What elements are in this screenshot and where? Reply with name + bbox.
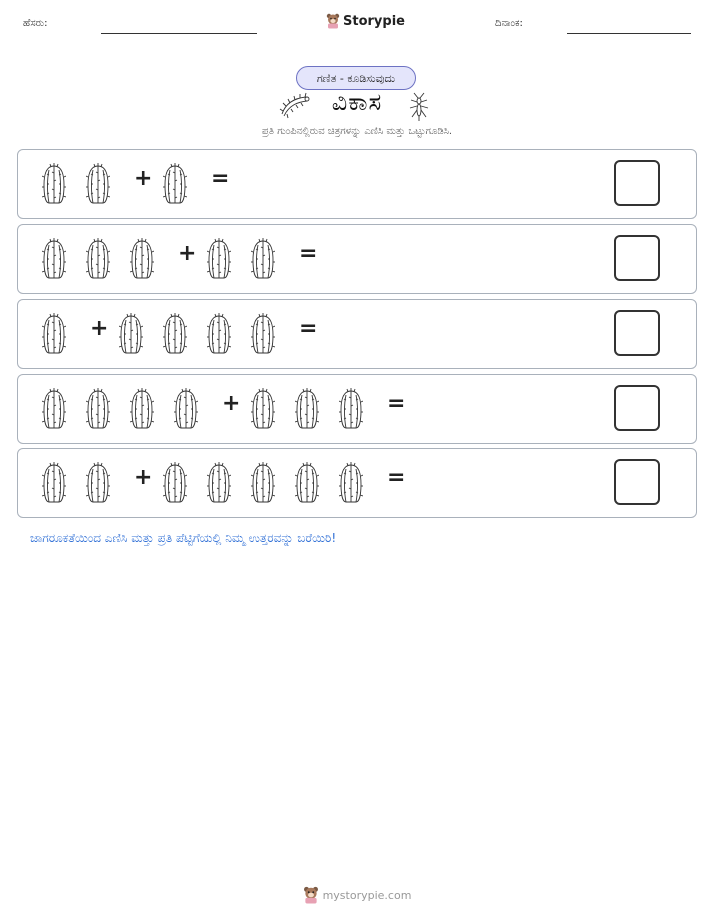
insect-icon <box>408 92 430 122</box>
bear-mascot-icon <box>303 886 319 904</box>
plus-sign: + <box>178 241 197 266</box>
problem-row <box>17 224 697 294</box>
brand-name: Storypie <box>343 13 405 29</box>
cactus-icon <box>42 313 66 355</box>
problem-row <box>17 149 697 219</box>
answer-box[interactable] <box>614 160 660 206</box>
equals-sign: = <box>299 316 318 341</box>
cactus-icon <box>130 238 154 280</box>
cactus-icon <box>339 462 363 504</box>
answer-box[interactable] <box>614 459 660 505</box>
cactus-icon <box>251 388 275 430</box>
cactus-icon <box>207 238 231 280</box>
footer <box>0 886 714 904</box>
page-title: ವಿಕಾಸ <box>331 88 383 116</box>
plus-sign: + <box>134 166 153 191</box>
cactus-icon <box>163 313 187 355</box>
cactus-icon <box>295 462 319 504</box>
cactus-icon <box>251 313 275 355</box>
footer-url: mystorypie.com <box>322 888 412 902</box>
cactus-icon <box>251 462 275 504</box>
cactus-icon <box>130 388 154 430</box>
name-label: ಹೆಸರು: <box>23 18 48 29</box>
cactus-icon <box>163 163 187 205</box>
answer-box[interactable] <box>614 235 660 281</box>
cactus-icon <box>174 388 198 430</box>
answer-box[interactable] <box>614 310 660 356</box>
bear-mascot-icon <box>326 13 340 29</box>
topic-pill: ಗಣಿತ - ಕೂಡಿಸುವುದು <box>296 66 416 90</box>
problem-row <box>17 448 697 518</box>
cactus-icon <box>295 388 319 430</box>
cactus-icon <box>42 238 66 280</box>
cactus-icon <box>42 388 66 430</box>
cactus-icon <box>207 462 231 504</box>
cactus-icon <box>119 313 143 355</box>
equals-sign: = <box>299 241 318 266</box>
answer-box[interactable] <box>614 385 660 431</box>
cactus-icon <box>86 462 110 504</box>
cactus-icon <box>163 462 187 504</box>
equals-sign: = <box>387 465 406 490</box>
cactus-icon <box>86 163 110 205</box>
equals-sign: = <box>211 166 230 191</box>
cactus-icon <box>42 163 66 205</box>
brand-logo <box>326 13 405 29</box>
problem-row <box>17 374 697 444</box>
name-line[interactable] <box>101 33 257 34</box>
plus-sign: + <box>90 316 109 341</box>
equals-sign: = <box>387 391 406 416</box>
instruction-text: ಪ್ರತಿ ಗುಂಪಿನಲ್ಲಿರುವ ಚಿತ್ರಗಳನ್ನು ಎಣಿಸಿ ಮತ್ತು ಒಟ್ಟುಗೂಡಿಸಿ. <box>261 126 453 137</box>
cactus-icon <box>86 388 110 430</box>
cactus-icon <box>86 238 110 280</box>
cactus-icon <box>42 462 66 504</box>
problem-row <box>17 299 697 369</box>
cactus-icon <box>251 238 275 280</box>
footnote-text: ಜಾಗರೂಕತೆಯಿಂದ ಎಣಿಸಿ ಮತ್ತು ಪ್ರತಿ ಪೆಟ್ಟಿಗೆಯಲ್ಲಿ ನಿಮ್ಮ ಉತ್ತರವನ್ನು ಬರೆಯಿರಿ! <box>30 531 337 545</box>
date-line[interactable] <box>567 33 691 34</box>
plus-sign: + <box>134 465 153 490</box>
cactus-icon <box>207 313 231 355</box>
cactus-icon <box>339 388 363 430</box>
date-label: ದಿನಾಂಕ: <box>495 18 523 29</box>
plus-sign: + <box>222 391 241 416</box>
